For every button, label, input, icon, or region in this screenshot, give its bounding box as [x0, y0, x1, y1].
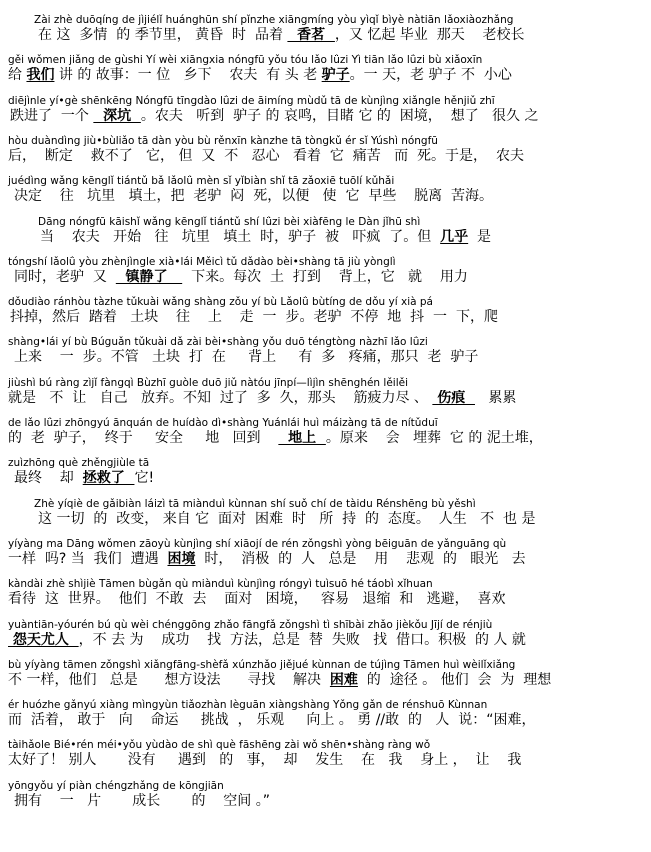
fill-in-blank-word: 伤痕	[432, 389, 475, 406]
pinyin-line: hòu duàndìng jiù•bùliǎo tā dàn yòu bù rěnxīn kànzhe tā tòngkǔ ér sǐ Yúshì nóngfū	[8, 134, 438, 147]
pinyin-line: juédìng wǎng kēnglǐ tiántǔ bǎ lǎolǘ mèn sǐ yǐbiàn shǐ tā zǎoxiē tuōlí kǔhǎi	[8, 175, 395, 188]
text-line	[0, 336, 651, 366]
hanzi-text: 后， 断定 救不了 它， 但 又 不 忍心 看着 它 痛苦 而 死。于是， 农夫	[8, 147, 524, 164]
hanzi-line	[0, 591, 651, 608]
text-line	[0, 538, 651, 568]
hanzi-text: 它!	[134, 470, 155, 487]
hanzi-line	[0, 632, 651, 649]
hanzi-text: 拥有 一 片 成长 的 空间 。”	[14, 792, 270, 809]
hanzi-line	[0, 752, 651, 769]
hanzi-text: 当 农夫 开始 往 坑里 填土 时，驴子 被 吓疯 了。但	[40, 228, 441, 245]
text-line	[0, 95, 651, 125]
pinyin-line: de lǎo lǘzi zhōngyú ānquán de huídào dì•shàng Yuánlái huì máizàng tā de nítǔduī	[8, 417, 438, 429]
fill-in-blank-word: 几乎	[440, 228, 469, 245]
hanzi-text: 的 途径 。 他们 会 为 理想	[357, 671, 552, 688]
hanzi-text: 。农夫 听到 驴子 的 哀鸣，目睹 它 的 困境， 想了 很久 之	[140, 107, 539, 124]
text-line	[0, 256, 651, 286]
hanzi-text: 最终 却	[14, 470, 83, 487]
pinyin-line: shàng•lái yí bù Búguǎn tǔkuài dǎ zài bèi•shàng yǒu duō téngtòng nàzhī lǎo lǘzi	[8, 336, 428, 349]
text-line	[0, 54, 651, 84]
hanzi-text: 跌进了 一个	[10, 107, 94, 124]
hanzi-text: 给	[8, 67, 27, 84]
hanzi-text: 在 这 多情 的 季节里， 黄昏 时 品着	[38, 27, 288, 43]
fill-in-blank-word: 驴子	[321, 67, 350, 84]
hanzi-line	[0, 551, 651, 568]
hanzi-line	[0, 229, 651, 246]
text-line	[0, 659, 651, 689]
hanzi-line	[0, 108, 651, 125]
hanzi-text: 同时，老驴 又	[14, 268, 116, 285]
pinyin-line: kàndài zhè shìjiè Tāmen bùgǎn qù miànduì kùnjìng róngyì tuìsuō hé táobì xǐhuan	[8, 578, 433, 591]
hanzi-text: ，又 忆起 毕业 那天 老校长	[334, 27, 525, 43]
hanzi-text: 看待 这 世界。 他们 不敢 去 面对 困境， 容易 退缩 和 逃避， 喜欢	[8, 591, 506, 608]
hanzi-text: 一样 吗? 当 我们 遭遇	[8, 550, 168, 567]
pinyin-line: jiùshì bú ràng zìjǐ fàngqì Bùzhī guòle duō jiǔ nàtóu jīnpí—lìjìn shēnghén lěilěi	[8, 376, 409, 389]
text-line	[0, 135, 651, 165]
fill-in-blank-word: 香茗	[287, 27, 335, 43]
pinyin-line: tóngshí lǎolǘ yòu zhènjìngle xià•lái Měicì tǔ dǎdào bèi•shàng tā jiù yònglì	[8, 255, 396, 268]
text-line	[0, 699, 651, 729]
hanzi-line	[0, 67, 651, 84]
pinyin-line: Zhè yíqiè de gǎibiàn láizì tā miànduì kùnnan shí suǒ chí de tàidu Rénshēng bù yěshì	[34, 497, 476, 510]
pinyin-line: Dāng nóngfū kāishǐ wǎng kēnglǐ tiántǔ shí lǘzi bèi xiàfēng le Dàn jǐhū shì	[38, 215, 421, 228]
pinyin-line: yōngyǒu yí piàn chéngzhǎng de kōngjiān	[8, 779, 224, 792]
hanzi-line	[0, 430, 651, 447]
fill-in-blank-word: 怨天尤人	[8, 631, 79, 648]
text-line	[0, 578, 651, 608]
hanzi-text: 讲 的 故事：一 位 乡下 农夫 有 头 老	[54, 67, 322, 84]
pinyin-line: yíyàng ma Dāng wǒmen zāoyù kùnjìng shí xiāojí de rén zǒngshì yòng bēiguān de yǎnguāng qù	[8, 537, 507, 550]
hanzi-text: 不 一样，他们 总是 想方设法 寻找 解决	[8, 671, 330, 688]
fill-in-blank-word: 拯救了	[82, 470, 135, 487]
hanzi-text: 抖掉，然后 踏着 土块 往 上 走 一 步。老驴 不停 地 抖 一 下，爬	[10, 309, 498, 326]
hanzi-line	[0, 712, 651, 729]
text-line	[0, 498, 651, 528]
hanzi-text: 而 活着， 敢于 向 命运 挑战 ， 乐观 向上 。 勇 //敢 的 人 说：“困难，	[8, 712, 536, 729]
hanzi-text: 决定 往 坑里 填土，把 老驴 闷 死，以便 使 它 早些 脱离 苦海。	[14, 188, 494, 205]
hanzi-line	[0, 349, 651, 366]
pinyin-line: tàihǎole Bié•rén méi•yǒu yùdào de shì què fāshēng zài wǒ shēn•shàng ràng wǒ	[8, 739, 431, 752]
fill-in-blank-word: 地上	[278, 430, 326, 446]
text-line	[0, 457, 651, 487]
pinyin-line: gěi wǒmen jiǎng de gùshi Yí wèi xiāngxia nóngfū yǒu tóu lǎo lǘzi Yì tiān lǎo lǘzi bù xiǎoxīn	[8, 54, 483, 67]
hanzi-line	[0, 148, 651, 165]
hanzi-text: 。一 天，老 驴子 不 小心	[349, 67, 512, 84]
hanzi-line	[0, 188, 651, 205]
hanzi-text: 太好了！ 别人 没有 遇到 的 事， 却 发生 在 我 身上 ， 让 我	[8, 752, 522, 769]
hanzi-text: 累累	[474, 389, 517, 406]
text-line	[0, 619, 651, 649]
pinyin-line: dǒudiào ránhòu tàzhe tǔkuài wǎng shàng zǒu yí bù Lǎolǘ bùtíng de dǒu yí xià pá	[8, 296, 433, 309]
text-line	[0, 296, 651, 326]
pinyin-line: ér huózhe gǎnyú xiàng mìngyùn tiǎozhàn lèguān xiàngshàng Yǒng gǎn de rénshuō Kùnnan	[8, 699, 488, 712]
fill-in-blank-word: 我们	[26, 67, 55, 84]
hanzi-text: 下来。每次 土 打到 背上，它 就 用力	[182, 268, 468, 285]
hanzi-text: 这 一切 的 改变， 来自 它 面对 困难 时 所 持 的 态度。 人生 不 也 是	[38, 510, 536, 527]
hanzi-text: 。原来 会 埋葬 它 的 泥土堆，	[325, 430, 543, 446]
hanzi-text: 上来 一 步。不管 土块 打 在 背上 有 多 疼痛，那只 老 驴子	[14, 349, 479, 366]
pinyin-line: Zài zhè duōqíng de jìjiélǐ huánghūn shí pǐnzhe xiāngmíng yòu yìqǐ bìyè nàtiān lǎoxiàozhǎng	[34, 14, 514, 26]
hanzi-text: ，不 去 为 成功 找 方法，总是 替 失败 找 借口。积极 的 人 就	[78, 631, 526, 648]
hanzi-line	[0, 27, 651, 44]
pinyin-line: bù yíyàng tāmen zǒngshì xiǎngfāng-shèfǎ xúnzhǎo jiějué kùnnan de tújìng Tāmen huì wèilǐxiǎng	[8, 658, 516, 671]
text-line	[0, 175, 651, 205]
hanzi-text: 是	[468, 228, 492, 245]
pinyin-line: yuàntiān-yóurén bú qù wèi chénggōng zhǎo fāngfǎ zǒngshì tì shībài zhǎo jièkǒu Jījí de rénjiù	[8, 618, 493, 631]
hanzi-line	[0, 793, 651, 810]
fill-in-blank-word: 镇静了	[115, 268, 183, 285]
hanzi-text: 的 老 驴子， 终于 安全 地 回到	[8, 430, 279, 446]
hanzi-text: 就是 不 让 自己 放弃。不知 过了 多 久，那头 筋疲力尽 、	[8, 389, 433, 406]
hanzi-line	[0, 672, 651, 689]
text-line	[0, 739, 651, 769]
pinyin-line: diējìnle yí•gè shēnkēng Nóngfū tīngdào lǘzi de āimíng mùdǔ tā de kùnjìng xiǎngle hěnjiǔ zhī	[8, 94, 495, 107]
text-line	[0, 216, 651, 246]
text-line	[0, 417, 651, 447]
hanzi-line	[0, 390, 651, 407]
hanzi-line	[0, 470, 651, 487]
text-line	[0, 14, 651, 44]
pinyin-line: zuìzhōng què zhěngjiùle tā	[8, 457, 150, 470]
fill-in-blank-word: 深坑	[93, 107, 141, 124]
hanzi-line	[0, 309, 651, 326]
hanzi-line	[0, 511, 651, 528]
hanzi-text: 时， 消极 的 人 总是 用 悲观 的 眼光 去	[195, 550, 526, 567]
fill-in-blank-word: 困境	[167, 550, 196, 567]
fill-in-blank-word: 困难	[329, 671, 358, 688]
text-line	[0, 377, 651, 407]
hanzi-line	[0, 269, 651, 286]
text-line	[0, 780, 651, 810]
